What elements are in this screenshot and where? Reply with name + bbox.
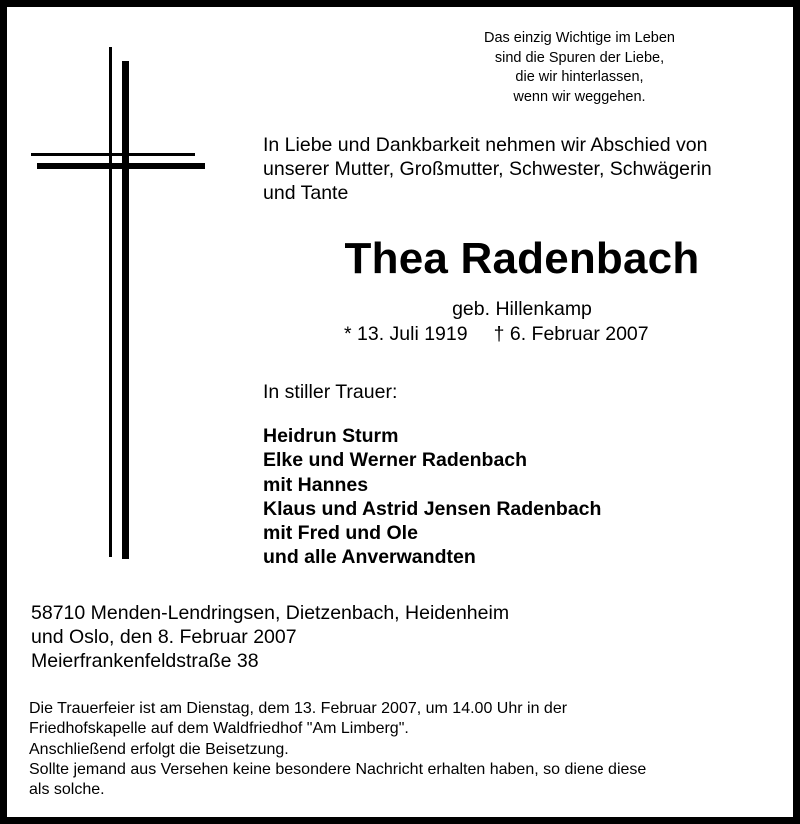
intro-line: unserer Mutter, Großmutter, Schwester, Schwägerin: [263, 158, 712, 180]
motto-line: wenn wir weggehen.: [513, 88, 646, 105]
motto-quote: [447, 29, 712, 107]
mourner-name: mit Hannes: [263, 473, 369, 496]
maiden-name: geb. Hillenkamp: [452, 298, 592, 320]
intro-line: und Tante: [263, 182, 349, 204]
address-line: 58710 Menden-Lendringsen, Dietzenbach, Heidenheim: [31, 602, 510, 624]
cross-icon: [27, 45, 209, 561]
mourners-list: [263, 424, 601, 570]
address-block: [31, 601, 509, 673]
funeral-line: als solche.: [29, 781, 105, 799]
address-line: Meierfrankenfeldstraße 38: [31, 650, 259, 672]
funeral-info: [29, 699, 789, 800]
mourner-name: mit Fred und Ole: [263, 522, 418, 545]
mourning-heading: In stiller Trauer:: [263, 381, 398, 403]
death-date: † 6. Februar 2007: [493, 323, 649, 345]
funeral-line: Sollte jemand aus Versehen keine besondere Nachricht erhalten haben, so diene diese: [29, 760, 647, 778]
mourner-name: Klaus und Astrid Jensen Radenbach: [263, 497, 602, 520]
motto-line: Das einzig Wichtige im Leben: [483, 30, 675, 46]
motto-line: die wir hinterlassen,: [515, 69, 644, 85]
address-line: und Oslo, den 8. Februar 2007: [31, 626, 297, 648]
funeral-line: Die Trauerfeier ist am Dienstag, dem 13. Februar 2007, um 14.00 Uhr in der: [29, 700, 568, 717]
deceased-name: Thea Radenbach: [344, 234, 700, 283]
intro-line: In Liebe und Dankbarkeit nehmen wir Abschied von: [263, 134, 708, 156]
motto-line: sind die Spuren der Liebe,: [494, 49, 665, 66]
funeral-line: Anschließend erfolgt die Beisetzung.: [29, 740, 289, 758]
life-dates: [344, 322, 649, 346]
mourner-name: Elke und Werner Radenbach: [263, 449, 528, 472]
intro-text: [263, 133, 793, 205]
funeral-line: Friedhofskapelle auf dem Waldfriedhof "Am Limberg".: [29, 720, 409, 738]
mourner-name: Heidrun Sturm: [263, 425, 399, 447]
birth-date: * 13. Juli 1919: [344, 323, 468, 345]
mourner-name: und alle Anverwandten: [263, 546, 476, 569]
